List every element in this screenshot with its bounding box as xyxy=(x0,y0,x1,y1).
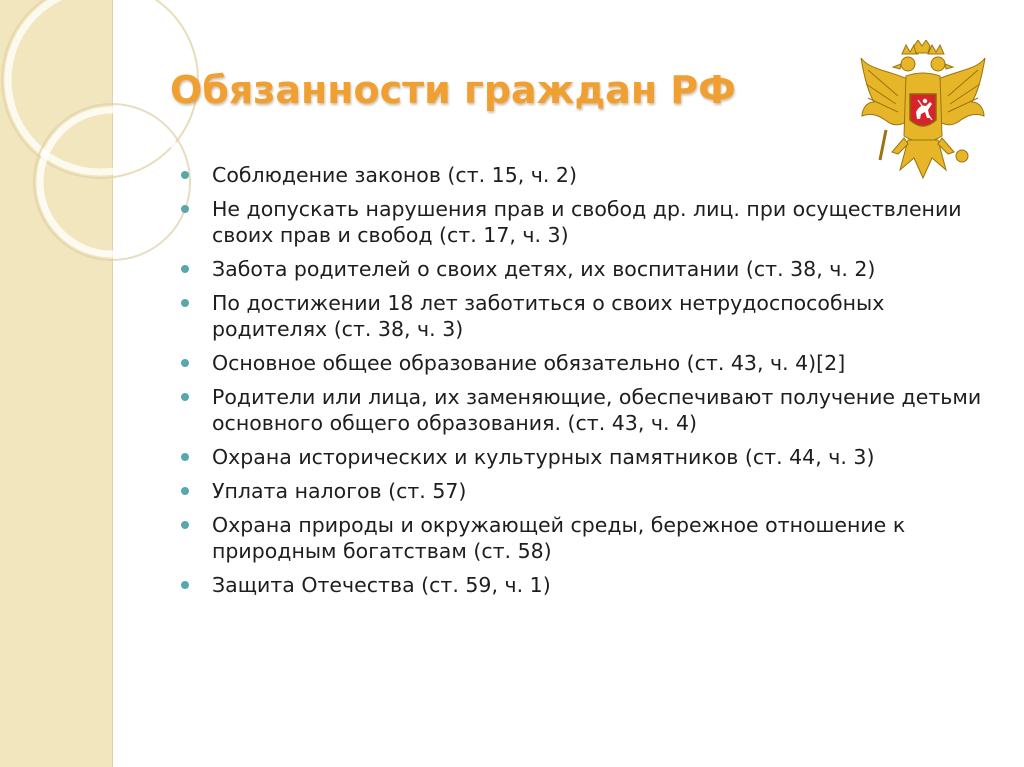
bullet-icon xyxy=(181,205,189,213)
list-item xyxy=(178,444,998,470)
duty-text: Охрана природы и окружающей среды, бережное отношение к природным богатствам (ст. 58) xyxy=(212,513,906,563)
list-item xyxy=(178,512,998,564)
bullet-icon xyxy=(181,393,189,401)
list-item xyxy=(178,384,998,436)
duty-text: Забота родителей о своих детях, их воспитании (ст. 38, ч. 2) xyxy=(212,257,876,281)
bullet-icon xyxy=(181,359,189,367)
duty-text: Защита Отечества (ст. 59, ч. 1) xyxy=(212,573,551,597)
list-item xyxy=(178,572,998,598)
slide-title: Обязанности граждан РФ xyxy=(170,68,736,112)
bullet-icon xyxy=(181,265,189,273)
list-item xyxy=(178,256,998,282)
bullet-icon xyxy=(181,581,189,589)
duty-text: По достижении 18 лет заботиться о своих нетрудоспособных родителях (ст. 38, ч. 3) xyxy=(212,291,885,341)
list-item xyxy=(178,478,998,504)
bullet-icon xyxy=(181,521,189,529)
duty-text: Соблюдение законов (ст. 15, ч. 2) xyxy=(212,163,577,187)
list-item xyxy=(178,162,998,188)
duty-text: Основное общее образование обязательно (ст. 43, ч. 4)[2] xyxy=(212,351,846,375)
decorative-rings xyxy=(0,0,200,320)
duties-list xyxy=(178,162,998,606)
duty-text: Родители или лица, их заменяющие, обеспечивают получение детьми основного общего образования. (ст. 43, ч. 4) xyxy=(212,385,982,435)
list-item xyxy=(178,350,998,376)
bullet-icon xyxy=(181,171,189,179)
duty-text: Не допускать нарушения прав и свобод др. лиц. при осуществлении своих прав и свобод (ст. 17, ч. 3) xyxy=(212,197,962,247)
bullet-icon xyxy=(181,487,189,495)
bullet-icon xyxy=(181,299,189,307)
duty-text: Уплата налогов (ст. 57) xyxy=(212,479,467,503)
list-item xyxy=(178,196,998,248)
bullet-icon xyxy=(181,453,189,461)
list-item xyxy=(178,290,998,342)
duty-text: Охрана исторических и культурных памятников (ст. 44, ч. 3) xyxy=(212,445,875,469)
